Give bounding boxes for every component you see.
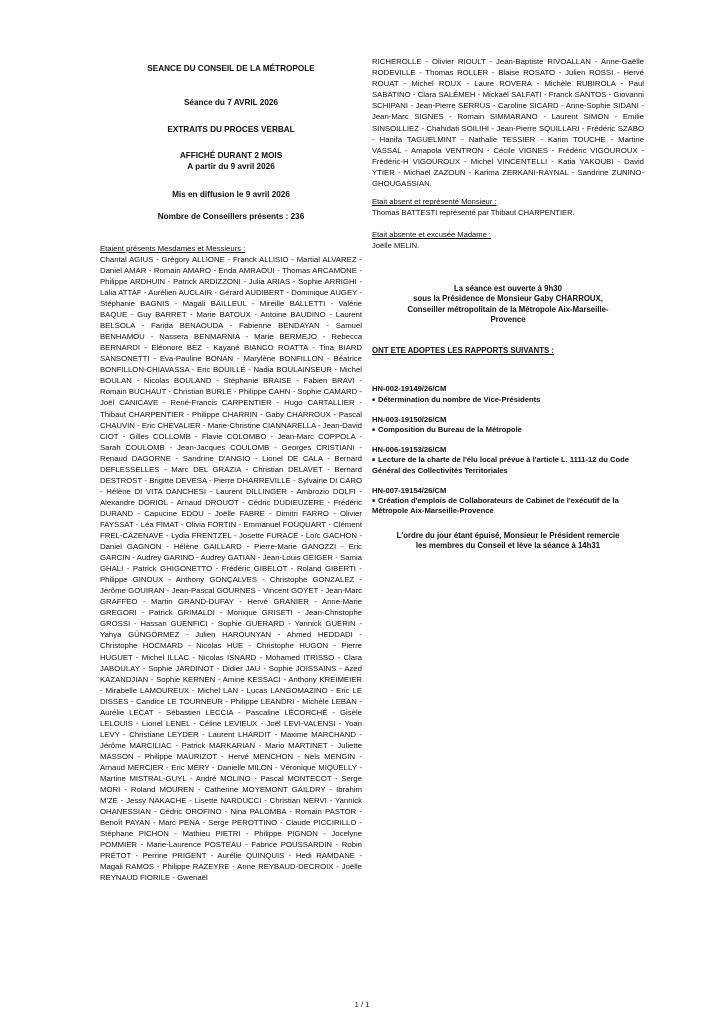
session-date: Séance du 7 AVRIL 2026 xyxy=(183,98,279,108)
present-names-left: Chantal AGIUS - Grégory ALLIONE - Franck ALLISIO - Martial ALVAREZ - Daniel AMAR - Romain AMARO - Enda AMRAOUI - Thomas ARCAMONE - Philippe ARDHUIN - Patrick ARDIZZONI - Julia ARIAS - Sophie ARRIGHI - Lalia ATTAF - Aurélien AUCLAIR - Gérard AUDIBERT - Dominique AUGEY - Stéphanie BAGNIS - Magali BAILLEUL - Mireille BALLETTI - Valérie BAQUE - Guy BARRET - Marie BATOUX - Antoine BAUDINO - Laurent BELSOLA - Farida BENAOUDA - Fabienne BENDAYAN - Samuel BENHAMOU - Nassera BENMARNIA - Marie BERMEJO - Rebecca BERNARDI - Eléonore BEZ - Kayané BIANCO ROATTA - Tina BIARD SANSONETTI - Eva-Pauline BONAN - Marylène BONFILLON - Béatrice BONFILLON-CHIAVASSA - Eric BOUILLÉ - Nadia BOULAINSEUR - Michel BOULAN - Nicolas BOULAND - Stéphanie BRAISE - Fabien BRAVI - Romain BUCHAUT - Christian BURLE - Philippe CAHN - Sophie CAMARD - Joël CANICAVE - René-Francis CARPENTIER - Hugo CARTALLIER - Thibaut CHARPENTIER - Philippe CHARRIN - Gaby CHARROUX - Pascal CHAUVIN - Eric CHEVALIER - Marie-Christine CIANNARELLA - Jean-David CIOT - Gilles COLLOMB - Flavie COLOMBO - Jean-Marc COPPOLA - Sarah COULOMB - Jean-Jacques COULOMB - Georges CRISTIANI - Renaud DAGORNE - Sandrine D'ANGIO - Lionel DE CALA - Bernard DEFLESSELLES - Marc DEL GRAZIA - Christian DELAVET - Bernard DESTROST - Brigitte DEVESA - Pierre DHARREVILLE - Sylvaine DI CARO - Hélène DI VITA DANCHESI - Laurent DILLINGER - Ambrozio DOLFI - Alexandre DORIOL - Arnaud DROUOT - Cédric DUDIEUZERE - Frédéric DURAND - Capucine EDOU - Joëlle FABRE - Dimitri FARRO - Olivier FAYSSAT - Léa FIMAT - Olivia FORTIN - Emmanuel FOUQUART - Clément FREL-CAZENAVE - Lydia FRENTZEL - Josette FURACE - Loïc GACHON - Daniel GAGNON - Hélène GAILLARD - Pierre-Marie GANOZZI - Eric GARCIN - Audrey GARINO - Audrey GATIAN - Jean-Louis GEIGER - Samia GHALI - Patrick GHIGONETTO - Frédéric GIBELOT - Roland GIBERTI - Philippe GINOUX - Anthony GONÇALVES - Christophe GONZALEZ - Jérôme GOUIRAN - Jean-Pascal GOURNES - Vincent GOYET - Jean-Marc GRAFFEO - Martin GRAND-DUFAY - Hervé GRANIER - Anne-Marie GREGORI - Patrick GRIMALDI - Monique GRISETI - Jean-Christophe GROSSI - Hassan GUENFICI - Sophie GUERARD - Yannick GUERIN - Yahya GÜNGÖRMEZ - Julien HAROUNYAN - Ahmed HEDDADI - Christophe HOCMARD - Nicolas HUE - Christophe HUGON - Pierre HUGUET - Michel ILLAC - Nicolas ISNARD - Mohamed ITRISSO - Clara JABOULAY - Sophie JARDINOT - Didier JAU - Sophie JOISSAINS - Azed KAZANDJIAN - Sophie KERNEN - Amine KESSACI - Anthony KREIMEIER - Mirabelle LAMOUREUX - Michel LAN - Lucas LANGOMAZINO - Eric LE DISSES - Candice LE TOURNEUR - Philippe LEANDRI - Michèle LEBAN - Aurélie LECAT - Sébastien LECCIA - Pascaline LÉCORCHÉ - Gisèle LELOUIS - Lionel LENEL - Céline LEVIEUX - Joël LEVI-VALENSI - Yoan LEVY - Christiane LEYDER - Laurent LHARDIT - Maxime MARCHAND - Jérôme MARCILIAC - Patrick MARKARIAN - Mario MARTINET - Juliette MASSON - Philippe MAURIZOT - Hervé MENCHON - Nels MENGIN - Arnaud MERCIER - Eric MERY - Danielle MILON - Véronique MIQUELLY - Martine MISTRAL-GUYL - André MOLINO - Pascal MONTECOT - Serge MORI - Roland MOUREN - Catherine MOYEMONT GAILDRY - Ibrahim M'ZE - Jessy NAKACHE - Lisette NARDUCCI - Christian NERVI - Yannick OHANESSIAN - Cédric OROFINO - Nina PALOMBA - Romain PASTOR - Benoît PAYAN - Marc PENA - Serge PEROTTINO - Claude PICCIRILLO - Stéphane PICHON - Mathieu PIETRI - Philippe PIGNON - Jocelyne POMMIER - Marie-Laurence POSTEAU - Fabrice POUSSARDIN - Robin PRÉTOT - Perrine PRIGENT - Aurélie QUINQUIS - Hedi RAMDANE - Magali RAMOS - Philippe RAZEYRE - Anne REYBAUD-DECROIX - Joëlle REYNAUD FIORILE - Gwenaël xyxy=(100,254,362,883)
closing-line-1: L'ordre du jour étant épuisé, Monsieur le Président remercie xyxy=(396,530,620,540)
report-title: Composition du Bureau de la Métropole xyxy=(378,425,522,435)
distribution-date: Mis en diffusion le 9 avril 2026 xyxy=(172,190,290,200)
attendance-count: Nombre de Conseillers présents : 236 xyxy=(157,212,305,222)
represented-heading: Etait absent et représenté Monsieur : xyxy=(372,197,497,207)
right-column xyxy=(372,56,644,552)
left-column xyxy=(100,64,362,884)
bullet-icon: ■ xyxy=(372,396,376,403)
bullet-icon: ■ xyxy=(372,457,376,464)
posted-line-2: A partir du 9 avril 2026 xyxy=(187,161,275,171)
opening-line-4: Provence xyxy=(490,315,526,325)
report-item xyxy=(372,384,644,404)
report-item xyxy=(372,415,644,435)
excused-text: Joëlle MELIN. xyxy=(372,240,420,250)
posted-line-1: AFFICHÉ DURANT 2 MOIS xyxy=(179,151,283,161)
opening-line-2: sous la Présidence de Monsieur Gaby CHARROUX, xyxy=(413,294,603,304)
adopted-heading: ONT ETE ADOPTES LES RAPPORTS SUIVANTS : xyxy=(372,345,554,355)
report-code: HN-006-19153/26/CM xyxy=(372,445,447,455)
opening-line-3: Conseiller métropolitain de la Métropole Aix-Marseille- xyxy=(407,304,609,314)
extract-title: EXTRAITS DU PROCES VERBAL xyxy=(167,124,295,134)
present-names-right: RICHEROLLE - Olivier RIOULT - Jean-Baptiste RIVOALLAN - Anne-Gaëlle RODEVILLE - Thomas ROLLER - Blaise ROSATO - Julien ROSSI - Hervé ROUAT - Michel ROUX - Laure ROVERA - Michèle RUBIROLA - Paul SABATINO - Clara SALÉMEH - Mickaël SALFATI - Franck SANTOS - Giovanni SCHIPANI - Jean-Pierre SERRUS - Caroline SICARD - Anne-Sophie SIDANI - Jean-Marc SIGNES - Romain SIMMARANO - Laurent SIMON - Emilie SINSOILLIEZ - Chahidati SOILIHI - Jean-Pierre SQUILLARI - Frédéric SZABO - Hanifa TAGUELMINT - Nathalie TESSIER - Karim TOUCHE - Martine VASSAL - Amapola VENTRON - Cécile VIGNES - Frédéric VIGOUROUX - Frédéric-H VIGOUROUX - Michel VINCENTELLI - Katia YAKOUBI - David YTIER - Michaël ZAZOUN - Karima ZERKANI-RAYNAL - Sandrine ZUNINO-GHOUGASSIAN. xyxy=(372,57,644,189)
report-code: HN-003-19150/26/CM xyxy=(372,414,447,424)
closing-line-2: les membres du Conseil et lève la séance à 14h31 xyxy=(415,541,601,551)
report-title: Création d'emplois de Collaborateurs de Cabinet de l'exécutif de la Métropole Aix-Marseille-Provence xyxy=(372,496,619,516)
report-code: HN-007-19154/26/CM xyxy=(372,485,447,495)
bullet-icon: ■ xyxy=(372,498,376,505)
excused-heading: Etait absente et excusée Madame : xyxy=(372,230,492,240)
report-title: Lecture de la charte de l'élu local prévue à l'article L. 1111-12 du Code Général des Collectivités Territoriales xyxy=(372,455,629,475)
bullet-icon: ■ xyxy=(372,427,376,434)
present-heading: Etaient présents Mesdames et Messieurs : xyxy=(100,243,246,253)
represented-text: Thomas BATTESTI représenté par Thibaut CHARPENTIER. xyxy=(372,207,575,217)
report-title: Détermination du nombre de Vice-Présidents xyxy=(378,394,541,404)
document-title: SEANCE DU CONSEIL DE LA MÉTROPOLE xyxy=(147,64,315,73)
report-item xyxy=(372,445,644,476)
opening-line-1: La séance est ouverte à 9h30 xyxy=(454,283,562,293)
report-code: HN-002-19149/26/CM xyxy=(372,384,447,394)
page-number: 1 / 1 xyxy=(354,1000,370,1009)
report-item xyxy=(372,486,644,517)
